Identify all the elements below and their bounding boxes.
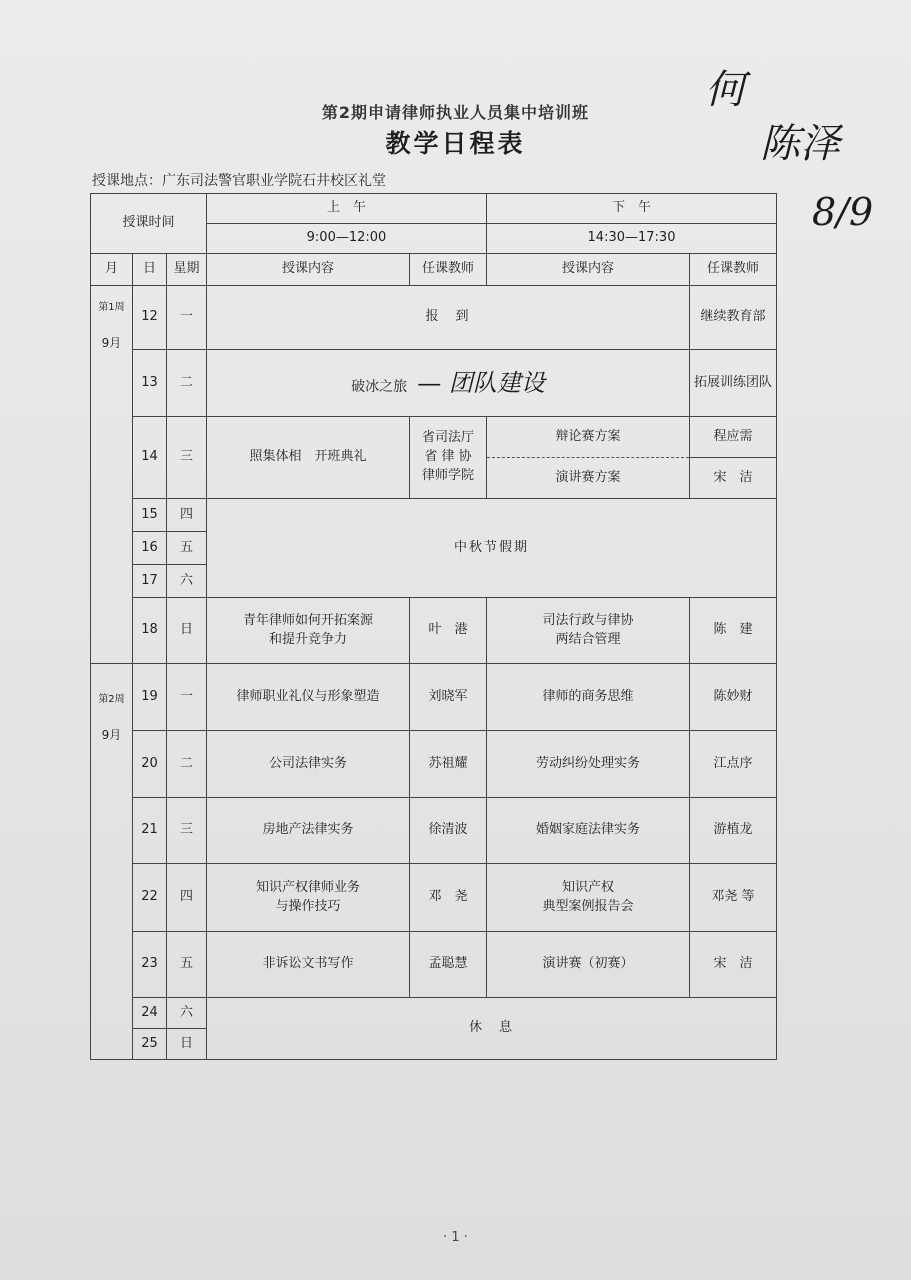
weekday-cell: 六 bbox=[167, 565, 207, 598]
table-row bbox=[91, 798, 777, 864]
week1-label: 第1周 bbox=[98, 302, 125, 313]
time-header: 授课时间 bbox=[91, 194, 207, 254]
pm-teacher: 继续教育部 bbox=[690, 286, 777, 350]
day-cell: 23 bbox=[133, 932, 167, 998]
week2-label: 第2周 bbox=[98, 694, 125, 705]
table-row bbox=[91, 731, 777, 798]
pm-teacher: 拓展训练团队 bbox=[690, 350, 777, 417]
am-content: 照集体相 开班典礼 bbox=[207, 417, 410, 499]
handwritten-activity-note: — 团队建设 bbox=[417, 368, 545, 397]
day-cell: 22 bbox=[133, 864, 167, 932]
am-teacher: 苏祖耀 bbox=[410, 731, 487, 798]
pm-content: 司法行政与律协 两结合管理 bbox=[487, 598, 690, 664]
location-line: 授课地点：广东司法警官职业学院石井校区礼堂 bbox=[92, 173, 386, 189]
pm-teacher-2: 宋 洁 bbox=[690, 457, 776, 498]
week1-cell bbox=[91, 286, 133, 664]
merged-activity: 报 到 bbox=[207, 286, 690, 350]
table-row bbox=[91, 664, 777, 731]
day-cell: 16 bbox=[133, 532, 167, 565]
weekday-cell: 日 bbox=[167, 1029, 207, 1060]
col-weekday: 星期 bbox=[167, 254, 207, 286]
table-row bbox=[91, 598, 777, 664]
handwritten-note-1: 何 bbox=[705, 67, 745, 113]
day-cell: 20 bbox=[133, 731, 167, 798]
weekday-cell: 四 bbox=[167, 499, 207, 532]
col-pm-teacher: 任课教师 bbox=[690, 254, 777, 286]
table-row bbox=[91, 350, 777, 417]
pm-time: 14:30—17:30 bbox=[487, 224, 777, 254]
table-row bbox=[91, 932, 777, 998]
weekday-cell: 日 bbox=[167, 598, 207, 664]
col-month: 月 bbox=[91, 254, 133, 286]
merged-activity bbox=[207, 350, 690, 417]
pm-teacher-split bbox=[690, 417, 777, 499]
am-teacher: 省司法厅 省 律 协 律师学院 bbox=[410, 417, 487, 499]
pm-content: 演讲赛（初赛） bbox=[487, 932, 690, 998]
weekday-cell: 三 bbox=[167, 417, 207, 499]
table-row bbox=[91, 499, 777, 532]
day-cell: 17 bbox=[133, 565, 167, 598]
am-time: 9:00—12:00 bbox=[207, 224, 487, 254]
am-teacher: 徐清波 bbox=[410, 798, 487, 864]
am-teacher: 叶 港 bbox=[410, 598, 487, 664]
am-teacher: 刘晓军 bbox=[410, 664, 487, 731]
weekday-cell: 一 bbox=[167, 664, 207, 731]
table-row bbox=[91, 864, 777, 932]
weekday-cell: 五 bbox=[167, 932, 207, 998]
activity-text: 破冰之旅 bbox=[351, 378, 408, 395]
day-cell: 25 bbox=[133, 1029, 167, 1060]
am-content: 青年律师如何开拓案源 和提升竞争力 bbox=[207, 598, 410, 664]
am-content: 知识产权律师业务 与操作技巧 bbox=[207, 864, 410, 932]
pm-header: 下 午 bbox=[487, 194, 777, 224]
day-cell: 13 bbox=[133, 350, 167, 417]
am-teacher: 邓 尧 bbox=[410, 864, 487, 932]
pm-content-split bbox=[487, 417, 690, 499]
page-number: · 1 · bbox=[443, 1230, 468, 1245]
document-title: 教学日程表 bbox=[385, 129, 526, 158]
table-row bbox=[91, 286, 777, 350]
document-subtitle: 第2期申请律师执业人员集中培训班 bbox=[321, 103, 590, 122]
pm-content: 劳动纠纷处理实务 bbox=[487, 731, 690, 798]
weekday-cell: 四 bbox=[167, 864, 207, 932]
am-content: 律师职业礼仪与形象塑造 bbox=[207, 664, 410, 731]
am-content: 房地产法律实务 bbox=[207, 798, 410, 864]
table-row bbox=[91, 998, 777, 1029]
pm-teacher: 陈妙财 bbox=[690, 664, 777, 731]
pm-teacher: 陈 建 bbox=[690, 598, 777, 664]
day-cell: 12 bbox=[133, 286, 167, 350]
pm-teacher: 程应需 bbox=[713, 429, 753, 444]
weekday-cell: 一 bbox=[167, 286, 207, 350]
pm-content: 婚姻家庭法律实务 bbox=[487, 798, 690, 864]
handwritten-note-2: 陈泽 bbox=[760, 121, 840, 167]
schedule-table bbox=[90, 193, 777, 1060]
pm-content-2: 演讲赛方案 bbox=[487, 457, 689, 498]
col-am-content: 授课内容 bbox=[207, 254, 410, 286]
am-content: 非诉讼文书写作 bbox=[207, 932, 410, 998]
week2-cell bbox=[91, 664, 133, 1060]
day-cell: 21 bbox=[133, 798, 167, 864]
am-teacher: 孟聪慧 bbox=[410, 932, 487, 998]
handwritten-date: 8/9 bbox=[812, 190, 874, 234]
pm-teacher: 邓尧 等 bbox=[690, 864, 777, 932]
weekday-cell: 二 bbox=[167, 350, 207, 417]
day-cell: 14 bbox=[133, 417, 167, 499]
weekday-cell: 二 bbox=[167, 731, 207, 798]
merged-activity: 休 息 bbox=[207, 998, 777, 1060]
pm-content: 辩论赛方案 bbox=[555, 429, 621, 444]
weekday-cell: 五 bbox=[167, 532, 207, 565]
pm-teacher: 游植龙 bbox=[690, 798, 777, 864]
weekday-cell: 六 bbox=[167, 998, 207, 1029]
merged-activity: 中秋节假期 bbox=[207, 499, 777, 598]
week1-month: 9月 bbox=[101, 335, 122, 350]
col-am-teacher: 任课教师 bbox=[410, 254, 487, 286]
day-cell: 19 bbox=[133, 664, 167, 731]
col-day: 日 bbox=[133, 254, 167, 286]
schedule-table-wrapper bbox=[90, 193, 777, 1060]
col-pm-content: 授课内容 bbox=[487, 254, 690, 286]
week2-month: 9月 bbox=[101, 727, 122, 742]
day-cell: 24 bbox=[133, 998, 167, 1029]
pm-content: 律师的商务思维 bbox=[487, 664, 690, 731]
day-cell: 15 bbox=[133, 499, 167, 532]
pm-teacher: 江点序 bbox=[690, 731, 777, 798]
pm-content: 知识产权 典型案例报告会 bbox=[487, 864, 690, 932]
table-row bbox=[91, 417, 777, 499]
am-header: 上 午 bbox=[207, 194, 487, 224]
pm-teacher: 宋 洁 bbox=[690, 932, 777, 998]
weekday-cell: 三 bbox=[167, 798, 207, 864]
day-cell: 18 bbox=[133, 598, 167, 664]
am-content: 公司法律实务 bbox=[207, 731, 410, 798]
